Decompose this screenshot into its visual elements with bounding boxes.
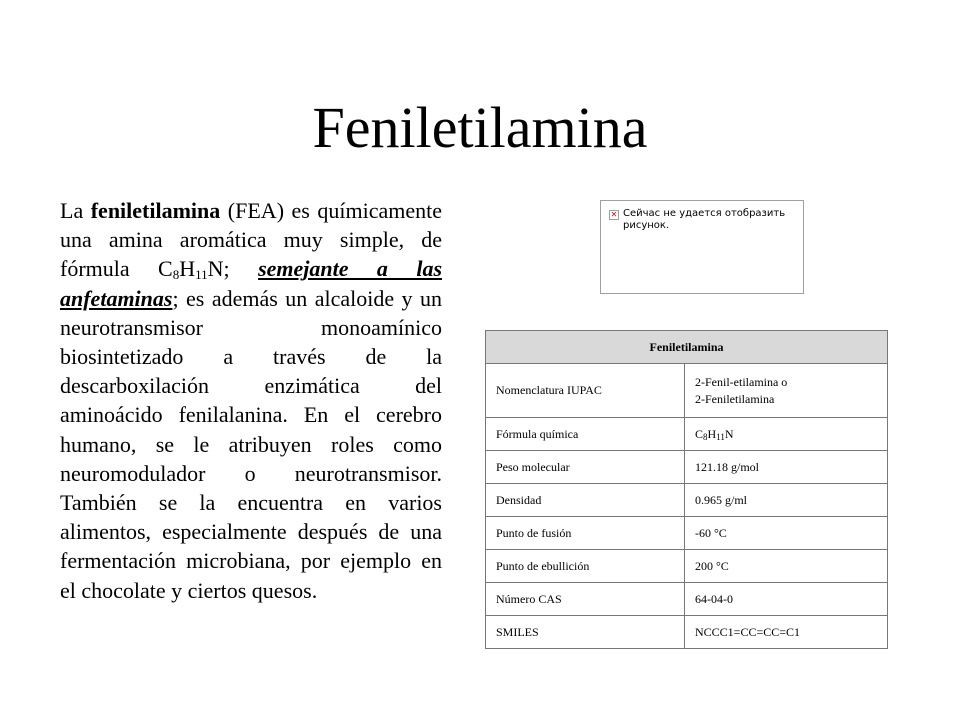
table-header-row: [486, 331, 888, 364]
row-value: 64-04-0: [685, 583, 888, 616]
broken-image-icon: [609, 210, 619, 220]
formula-c-subscript: 8: [703, 431, 708, 442]
formula-n: N: [724, 426, 734, 441]
table-row: [486, 616, 888, 649]
table-row: [486, 364, 888, 418]
row-label: Punto de ebullición: [486, 550, 685, 583]
table-row: [486, 451, 888, 484]
table-header: Feniletilamina: [486, 331, 888, 364]
formula-c: C: [695, 426, 704, 441]
table-row: [486, 583, 888, 616]
row-value: -60 °C: [685, 517, 888, 550]
formula-n: N;: [207, 256, 259, 282]
broken-image-placeholder: [600, 200, 804, 294]
text-formula-intro: (FEA) es químicamente una amina aromática muy simple, de fórmula C: [60, 198, 442, 282]
iupac-name-2: 2-Feniletilamina: [695, 391, 775, 406]
row-label: Punto de fusión: [486, 517, 685, 550]
text-rest: ; es además un alcaloide y un neurotransmisor monoamínico biosintetizado a través de la descarboxilación enzimática del aminoácido fenilalanina. En el cerebro humano, se le atribuyen roles como neuromodulador o neurotransmisor. También se la encuentra en varios alimentos, especialmente después de una fermentación microbiana, por ejemplo en el chocolate y ciertos quesos.: [60, 285, 442, 603]
text-intro: La: [60, 198, 91, 223]
table-row: [486, 484, 888, 517]
term-feniletilamina: feniletilamina: [90, 198, 221, 223]
formula-label: Fórmula química: [486, 418, 685, 451]
table-row: [486, 517, 888, 550]
description-paragraph: [60, 196, 442, 605]
image-error-message: Сейчас не удается отобразить рисунок.: [623, 208, 786, 231]
row-label: Densidad: [486, 484, 685, 517]
row-label: Peso molecular: [486, 451, 685, 484]
row-label: SMILES: [486, 616, 685, 649]
formula-h: H: [179, 256, 196, 282]
page-title: Feniletilamina: [312, 95, 648, 160]
row-value: NCCC1=CC=CC=C1: [685, 616, 888, 649]
properties-table: [485, 330, 888, 649]
amphetamine-link[interactable]: semejante a las anfetaminas: [60, 256, 442, 311]
iupac-value: [685, 364, 888, 418]
formula-h: H: [707, 426, 717, 441]
formula-subscript-h: 11: [195, 267, 208, 283]
iupac-name-1: 2-Fenil-etilamina o: [695, 374, 788, 389]
formula-subscript-c: 8: [172, 267, 180, 283]
row-value: 0.965 g/ml: [685, 484, 888, 517]
iupac-label: Nomenclatura IUPAC: [486, 364, 685, 418]
row-label: Número CAS: [486, 583, 685, 616]
formula-value: [685, 418, 888, 451]
table-row: [486, 418, 888, 451]
table-row: [486, 550, 888, 583]
row-value: 121.18 g/mol: [685, 451, 888, 484]
row-value: 200 °C: [685, 550, 888, 583]
formula-h-subscript: 11: [716, 431, 725, 442]
